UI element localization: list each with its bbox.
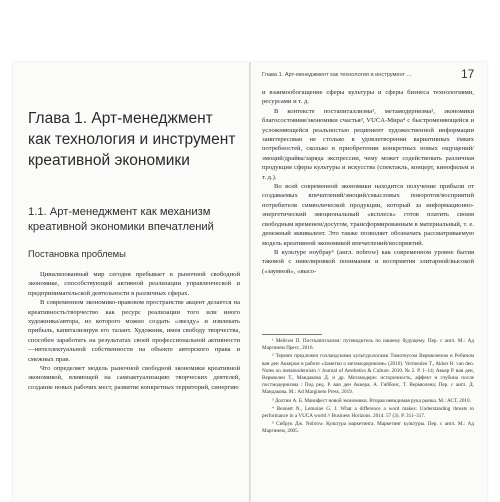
paragraph: В контексте постапиталлизма¹, метамодернизма², экономики благосостояния/экономики счастья³, VUCA-Мира⁴ с быстроменяющейся и усложняющейся реальностью реципиент художественной информации заинтересован не столько в удовлетворении вариативных ёмких потребностей, сколько в приобретении конкретных новых ощущений/эмоций/драйва/заряда экспрессии, чему может содействовать различная продукция сферы культуры и искусства (спектакль, концерт, кинофильм и т. д.). (262, 107, 474, 181)
paragraph: и взаимообогащение сферы культуры и сферы бизнеса технологиями, ресурсами и т. д. (262, 89, 474, 106)
footnote: ³ Долгин А. Б. Манифест новой экономики. Вторая невидимая рука рынка. М.: АСТ, 2010. (272, 397, 471, 404)
footnotes (262, 338, 474, 437)
page-number: 17 (461, 67, 475, 81)
footnote: ⁴ Bennett N., Lemoine G. J. What a difference a word makes: Understanding threats to performance in a VUCA world // Business Horizons. 2014. 57 (3). P. 311–317. (262, 405, 474, 420)
paragraph: Во всей современной экономики находится получение прибыли от создаваемых впечатлений/эмоций/смысловых поворотов/восприятий потребителя символической продукции, который за информационно-энергетический эмоциональный «всплеск» готов платить своим свободным временем/досугом, трансформированным в материальный, т. е. денежный эквивалент. Это также позволяет обозначать рассматриваемую модель креативной экономикой впечатлений/восприятий. (262, 183, 474, 247)
paragraph: Цивилизованный мир сегодня пребывает в рыночной свободной экономике, способствующей активной реализации управленческой и предпринимательской деятельности в различных сферах. (28, 271, 240, 297)
running-head: Глава 1. Арт-менеджмент как технология и инструмент ... (262, 72, 412, 78)
book-gutter (249, 62, 251, 502)
left-body-text (28, 270, 240, 392)
footnote: ⁵ Сибрук Дж. Nobrow. Культура маркетинга. Маркетинг культуры. Пер. с англ. М.: Ад Маргинем, 2005. (262, 421, 474, 435)
right-body-text (262, 88, 474, 276)
footnote: ¹ Мейсон П. Посткапитализм: путеводитель по нашему будущему. Пер. с англ. М.: Ад Маргинем Пресс, 2016. (262, 338, 474, 352)
paragraph: Что определяет модель рыночной свободной экономики креативной экономикой, влияющей на самоактуализацию творческих деятелей, создание новых рабочих мест, развитие конкретных территорий, синергию (28, 365, 240, 391)
paragraph: В культуре ноубрау⁵ (англ. nobrow) как современном уровне бытия таковой с нивелировкой понимания и восприятия элитарной/высокой («заумной», «высо- (262, 248, 474, 275)
chapter-title: Глава 1. Арт-менеджмент как технология и инструмент креативной экономики (28, 110, 236, 169)
footnote-divider (262, 334, 322, 335)
paragraph: В современном экономико-правовом пространстве акцент делается на креативность/творчество как ресурс реализации того или иного художника/автора, из которого можно создать «звезду» и извлекать прибыль, капитализируя его талант. Художник, имея свободу творчества, способен заработать на результатах своей профессиональной активности—интеллектуальной собственности на объекте авторского права и смежных прав. (28, 299, 240, 363)
section-title: 1.1. Арт-менеджмент как механизм креативной экономики впечатлений (28, 206, 214, 233)
footnote: ² Термин предложен голландскими культурологами Тимотеусом Вермюленом и Робином ван ден Аккером в работе «Заметки о метамодернизме» (2010). Vermeulen T., Akker R. van den. Notes on metamodernism // Journal of Aesthetics & Culture. 2010. № 2. P. 1–14; Аккер Р. ван ден, Вермюлен Т., Мандакова Д. и др. Метамодерн: историчность, аффект и глубина после постмодернизма / Под ред. Р. ван ден Аккера, А. Гиббонс, Т. Вермюлена; Пер. с англ. Д. Мандакова. М.: Ad Marginem Press, 2019. (262, 353, 474, 396)
subsection-title: Постановка проблемы (28, 248, 126, 259)
